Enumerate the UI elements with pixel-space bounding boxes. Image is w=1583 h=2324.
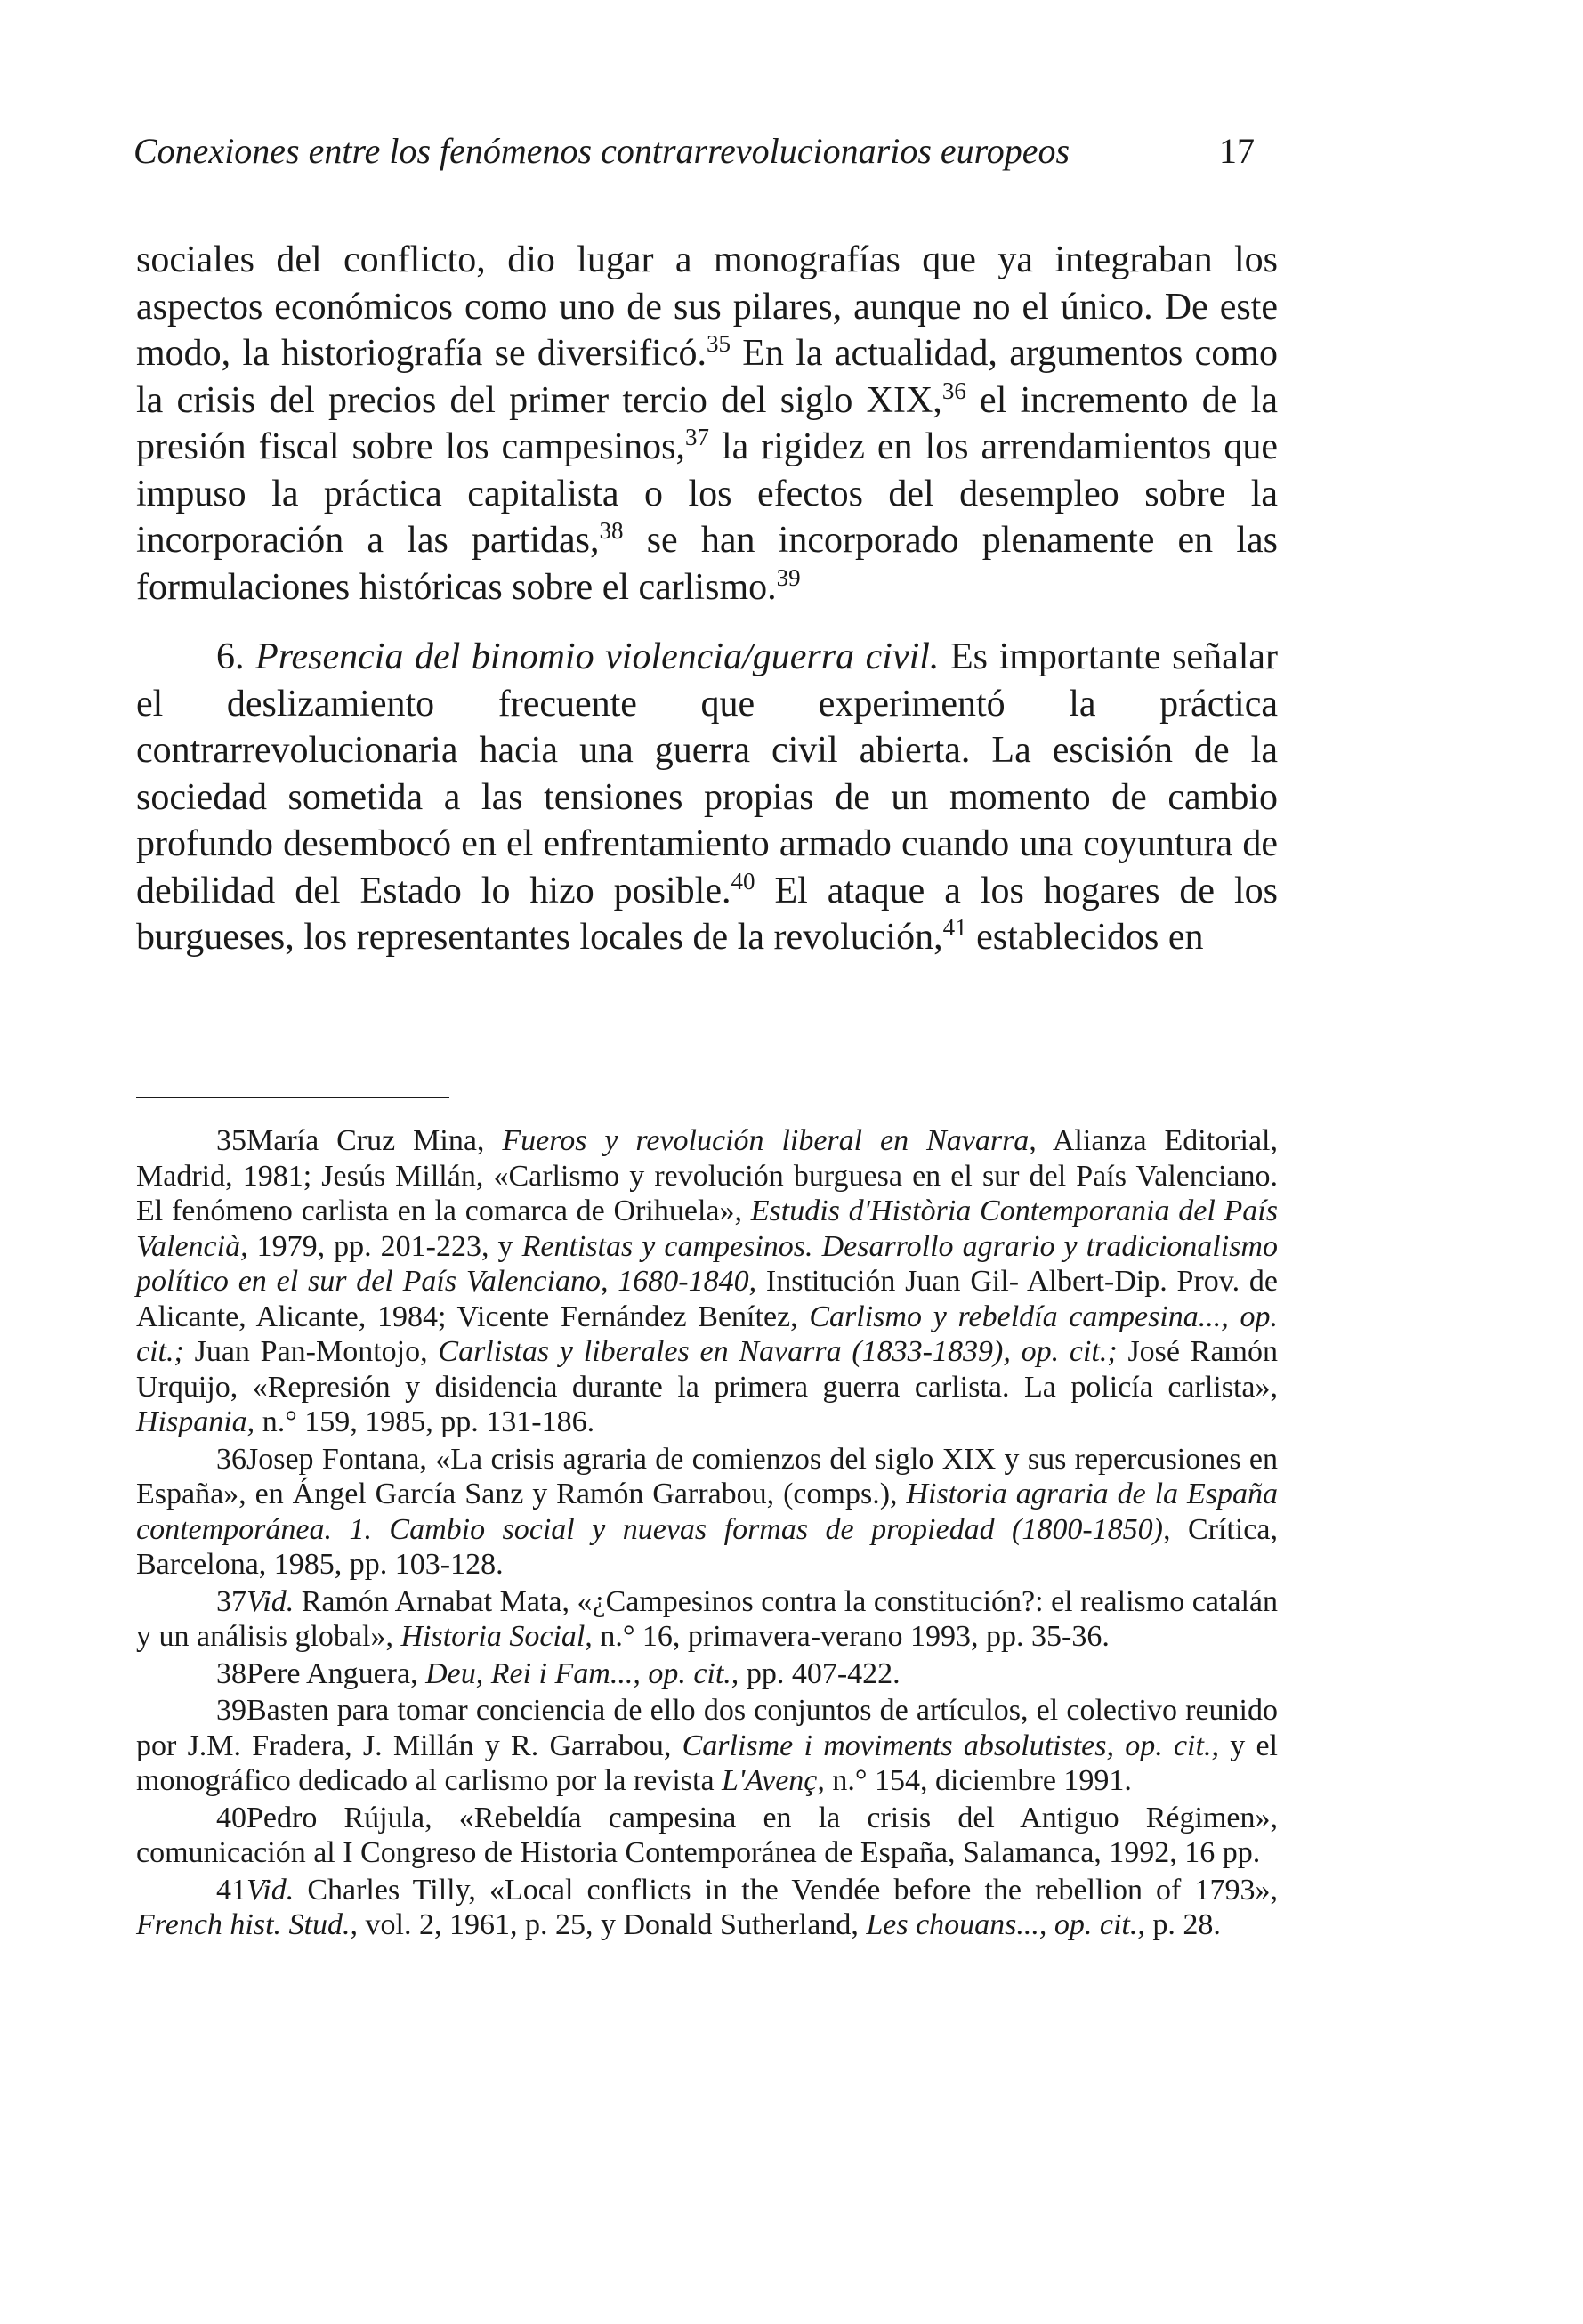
footnote-39 [136, 1693, 1278, 1799]
text-run: n.° 154, diciembre 1991. [824, 1764, 1132, 1797]
text-run: Juan Pan-Montojo, [183, 1335, 439, 1368]
italic-title: Carlistas y liberales en Navarra (1833-1839), op. cit.; [438, 1335, 1118, 1368]
text-run: En la actualidad, argumentos como la crisis del precios del primer tercio del siglo XIX, [136, 333, 1278, 421]
footnote-ref-40: 40 [731, 867, 755, 895]
text-run: sociales del conflicto, dio lugar a monografías que ya integraban los aspectos económicos como uno de sus pilares, aunque no el único. De este modo, la historiografía se diversificó. [136, 239, 1278, 374]
footnote-number: 38 [216, 1656, 246, 1690]
text-run: Pere Anguera, [246, 1656, 426, 1690]
paragraph-2 [136, 634, 1278, 961]
italic-title: Historia agraria de la España contemporánea. 1. Cambio social y nuevas formas de propiedad (1800-1850), [136, 1478, 1278, 1546]
italic-title: Vid. [246, 1584, 295, 1618]
footnote-number: 35 [216, 1124, 246, 1157]
footnote-ref-39: 39 [776, 563, 801, 591]
italic-title: Estudis d'Història Contemporania del País Valencià, [136, 1194, 1278, 1263]
page-number: 17 [1219, 131, 1255, 171]
text-run: 1979, pp. 201-223, y [247, 1229, 522, 1263]
text-run: Ramón Arnabat Mata, «¿Campesinos contra la constitución?: el realismo catalán y un análisis global», [136, 1584, 1278, 1653]
italic-title: French hist. Stud., [136, 1908, 358, 1941]
footnote-ref-37: 37 [684, 424, 709, 450]
italic-title: L'Avenç, [722, 1764, 825, 1797]
text-run: Pedro Rújula, «Rebeldía campesina en la crisis del Antiguo Régimen», comunicación al I Congreso de Historia Contemporánea de España, Salamanca, 1992, 16 pp. [136, 1801, 1278, 1869]
italic-title: Les chouans..., op. cit., [866, 1908, 1145, 1941]
footnote-number: 40 [216, 1801, 246, 1834]
text-run: Basten para tomar conciencia de ello dos conjuntos de artículos, el colectivo reunido por J.M. Fradera, J. Millán y R. Garrabou, [136, 1694, 1278, 1762]
text-run: Josep Fontana, «La crisis agraria de comienzos del siglo XIX y sus repercusiones en España», en Ángel García Sanz y Ramón Garrabou, (comps.), [136, 1442, 1278, 1510]
text-run: pp. 407-422. [739, 1656, 901, 1690]
footnotes [136, 1123, 1278, 1945]
text-run: José Ramón Urquijo, «Represión y disidencia durante la primera guerra carlista. La policía carlista», [136, 1335, 1278, 1404]
text-run: y el monográfico dedicado al carlismo por la revista [136, 1729, 1278, 1797]
text-run: se han incorporado plenamente en las formulaciones históricas sobre el carlismo. [136, 520, 1278, 608]
text-run: vol. 2, 1961, p. 25, y Donald Sutherland, [358, 1908, 867, 1941]
footnote-number: 37 [216, 1584, 246, 1618]
italic-title: Historia Social, [400, 1620, 593, 1653]
footnote-ref-35: 35 [707, 330, 731, 357]
main-text [136, 237, 1278, 961]
footnote-38 [136, 1656, 1278, 1692]
italic-title: Vid. [246, 1873, 295, 1907]
text-run: Charles Tilly, «Local conflicts in the Vendée before the rebellion of 1793», [294, 1873, 1278, 1907]
text-run: El ataque a los hogares de los burgueses, los representantes locales de la revolución, [136, 870, 1278, 958]
footnote-ref-41: 41 [942, 914, 967, 941]
running-header [133, 125, 1281, 178]
footnote-ref-36: 36 [941, 377, 966, 404]
text-run: establecidos en [966, 917, 1204, 958]
text-run: Institución Juan Gil- Albert-Dip. Prov. de Alicante, Alicante, 1984; Vicente Fernández Benítez, [136, 1265, 1278, 1333]
text-run: Crítica, Barcelona, 1985, pp. 103-128. [136, 1512, 1278, 1581]
footnote-36 [136, 1442, 1278, 1583]
italic-title: Deu, Rei i Fam..., op. cit., [425, 1656, 739, 1690]
section-heading: Presencia del binomio violencia/guerra civil. [255, 636, 940, 677]
paragraph-1 [136, 237, 1278, 611]
text-run: María Cruz Mina, [246, 1124, 503, 1157]
text-run: n.° 159, 1985, pp. 131-186. [254, 1405, 595, 1438]
italic-title: Carlismo y rebeldía campesina..., op. cit.; [136, 1300, 1278, 1368]
footnote-37 [136, 1584, 1278, 1655]
italic-title: Fueros y revolución liberal en Navarra, [502, 1124, 1037, 1157]
text-run: Alianza Editorial, Madrid, 1981; Jesús Millán, «Carlismo y revolución burguesa en el sur del País Valenciano. El fenómeno carlista en la comarca de Orihuela», [136, 1124, 1278, 1227]
text-run: la rigidez en los arrendamientos que impuso la práctica capitalista o los efectos del desempleo sobre la incorporación a las partidas, [136, 426, 1278, 561]
footnote-ref-38: 38 [599, 517, 624, 544]
text-run: n.° 16, primavera-verano 1993, pp. 35-36. [592, 1620, 1110, 1653]
footnote-separator [136, 1097, 449, 1098]
footnote-number: 36 [216, 1442, 246, 1476]
footnote-40 [136, 1801, 1278, 1871]
italic-title: Hispania, [136, 1405, 255, 1438]
footnote-number: 39 [216, 1694, 246, 1727]
running-title: Conexiones entre los fenómenos contrarrevolucionarios europeos [133, 131, 1070, 171]
text-run: p. 28. [1144, 1908, 1221, 1941]
footnote-number: 41 [216, 1873, 246, 1907]
text-run: Es importante señalar el deslizamiento frecuente que experimentó la práctica contrarrevolucionaria hacia una guerra civil abierta. La escisión de la sociedad sometida a las tensiones propias de un momento de cambio profundo desembocó en el enfrentamiento armado cuando una coyuntura de debilidad del Estado lo hizo posible. [136, 636, 1279, 911]
italic-title: Carlisme i moviments absolutistes, op. cit., [682, 1729, 1219, 1762]
footnote-41 [136, 1873, 1278, 1943]
italic-title: Rentistas y campesinos. Desarrollo agrario y tradicionalismo político en el sur del País Valenciano, 1680-1840, [136, 1229, 1278, 1298]
text-run: el incremento de la presión fiscal sobre los campesinos, [136, 379, 1278, 467]
footnote-35 [136, 1123, 1278, 1440]
section-number: 6. [216, 636, 256, 677]
